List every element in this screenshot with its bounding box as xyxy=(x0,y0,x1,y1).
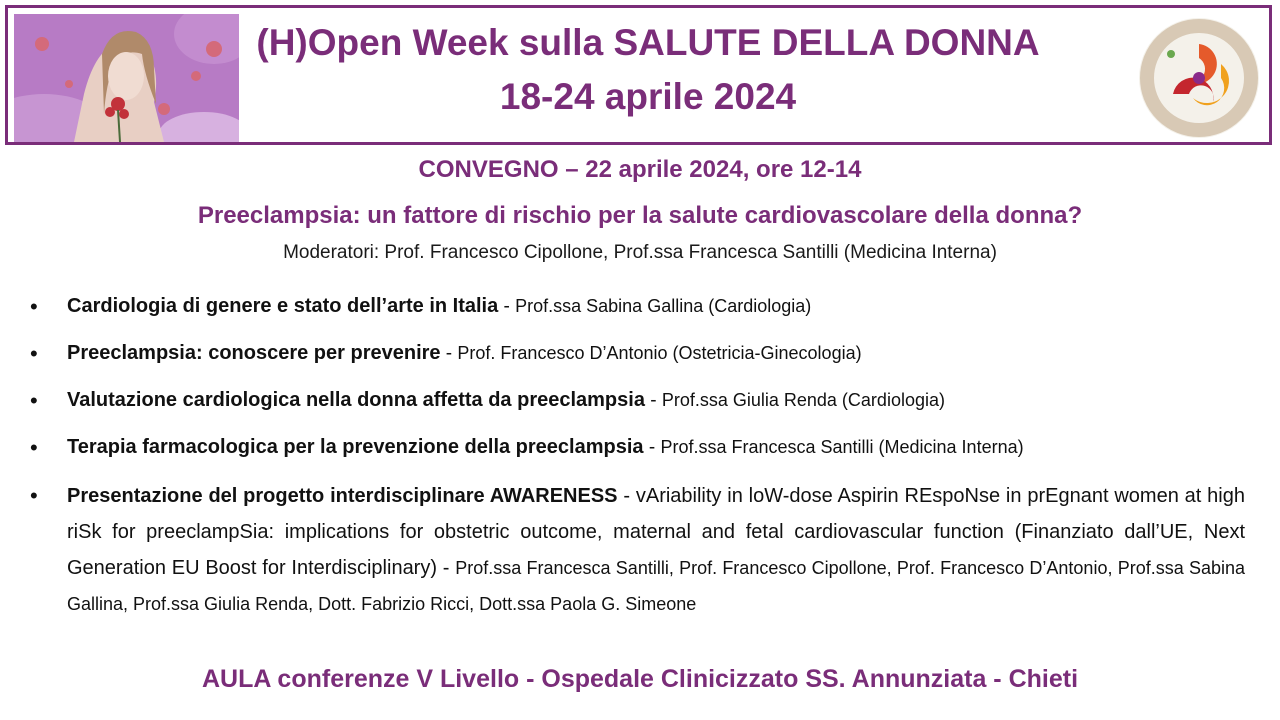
talk-speaker: Prof. Francesco D’Antonio (Ostetricia-Ginecologia) xyxy=(457,343,862,363)
talk-title: Terapia farmacologica per la prevenzione della preeclampsia xyxy=(67,436,644,458)
talk-speaker: Prof.ssa Sabina Gallina (Cardiologia) xyxy=(515,296,812,316)
venue-footer: AULA conferenze V Livello - Ospedale Clinicizzato SS. Annunziata - Chieti xyxy=(201,665,1079,693)
asl-triskelion-icon xyxy=(1133,14,1265,142)
event-title: (H)Open Week sulla SALUTE DELLA DONNA xyxy=(256,22,1040,63)
talk-title: Valutazione cardiologica nella donna affetta da preeclampsia xyxy=(67,389,645,411)
talk-title: Cardiologia di genere e stato dell’arte in Italia xyxy=(67,295,499,317)
list-item xyxy=(30,337,1245,370)
convegno-heading: CONVEGNO – 22 aprile 2024, ore 12-14 xyxy=(418,156,862,183)
talks-list xyxy=(30,290,1245,636)
list-item xyxy=(30,431,1245,464)
list-item xyxy=(30,384,1245,417)
separator: - xyxy=(440,343,458,364)
talk-description: - vAriability in loW-dose Aspirin REspoNse in prEgnant women at high riSk for preeclampSia: implications for obstetric outcome, maternal and fetal cardiovascular function (Finanziato dall’UE, Next Generation EU Boost for Interdisciplinary) - xyxy=(67,485,1245,579)
talk-speaker: Prof.ssa Giulia Renda (Cardiologia) xyxy=(661,390,945,410)
separator: - xyxy=(643,437,661,458)
list-item xyxy=(30,478,1245,622)
talk-speaker: Prof.ssa Francesca Santilli, Prof. Francesco Cipollone, Prof. Francesco D’Antonio, Prof.ssa Sabina Gallina, Prof.ssa Giulia Renda, Dott. Fabrizio Ricci, Dott.ssa Paola G. Simeone xyxy=(67,558,1245,614)
header-photo xyxy=(14,14,239,142)
convegno-subtitle: Preeclampsia: un fattore di rischio per la salute cardiovascolare della donna? xyxy=(197,202,1083,229)
talk-title: Preeclampsia: conoscere per prevenire xyxy=(67,342,441,364)
woman-with-flower-image xyxy=(14,14,239,142)
header-banner xyxy=(5,5,1272,145)
event-dates: 18-24 aprile 2024 xyxy=(499,76,797,117)
asl2-logo xyxy=(1133,14,1265,142)
talk-speaker: Prof.ssa Francesca Santilli (Medicina Interna) xyxy=(660,437,1024,457)
moderators-line: Moderatori: Prof. Francesco Cipollone, Prof.ssa Francesca Santilli (Medicina Interna) xyxy=(283,242,997,263)
separator: - xyxy=(498,296,516,317)
event-title-block xyxy=(243,16,1053,124)
talk-title: Presentazione del progetto interdisciplinare AWARENESS xyxy=(67,485,618,507)
list-item xyxy=(30,290,1245,323)
separator: - xyxy=(644,390,662,411)
